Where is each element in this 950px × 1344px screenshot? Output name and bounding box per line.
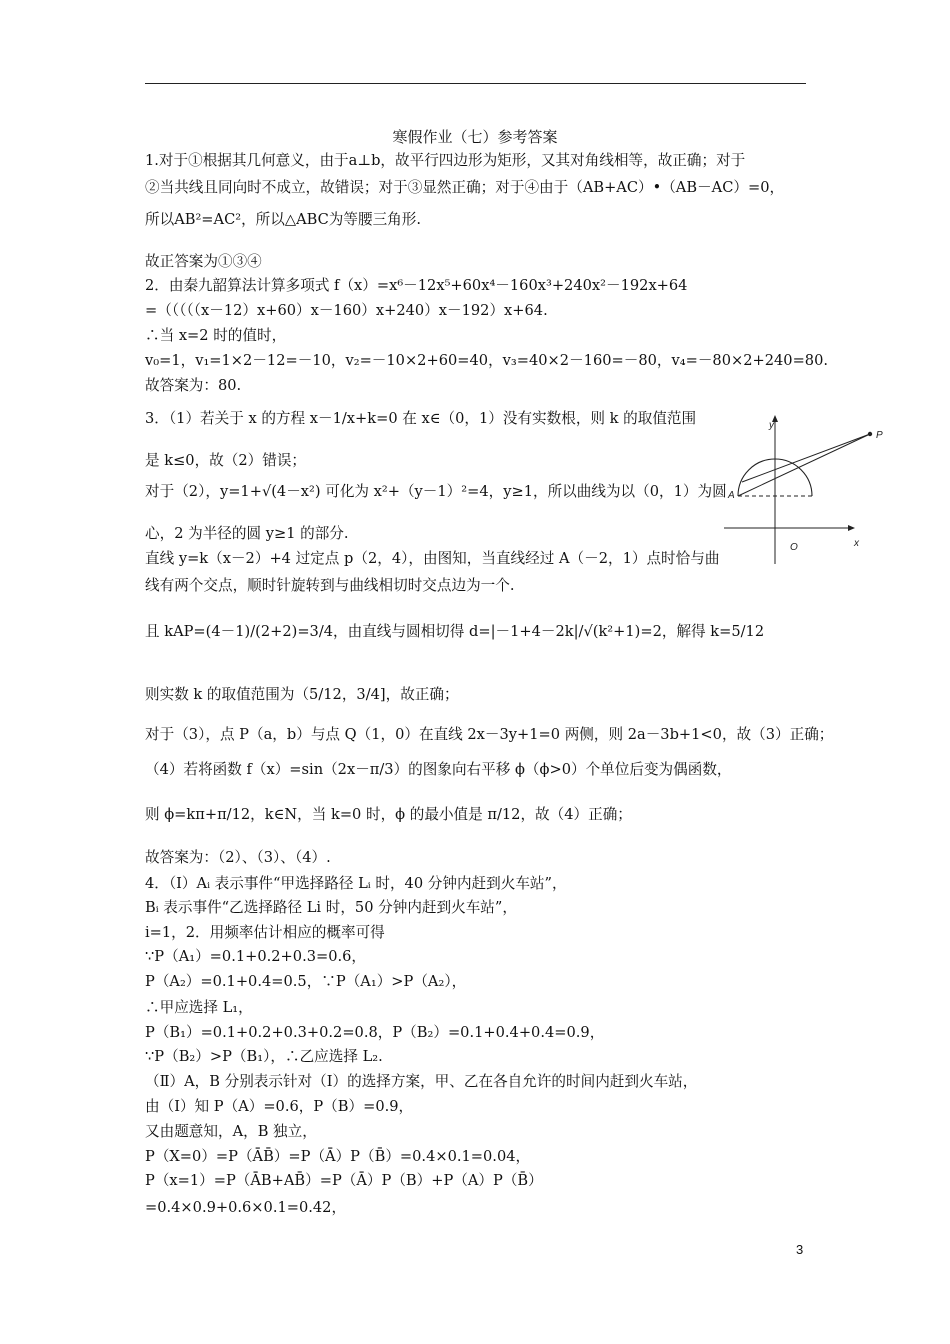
label-a: A [728, 490, 735, 501]
text-line: 则 ϕ=kπ+π/12，k∈N，当 k=0 时，ϕ 的最小值是 π/12，故（4）正确； [145, 806, 632, 823]
text-line: 是 k≤0，故（2）错误； [145, 452, 307, 469]
label-o: O [790, 542, 798, 553]
text-line: 直线 y=k（x－2）+4 过定点 p（2，4），由图知，当直线经过 A（－2，1）点时恰与曲 [145, 550, 720, 567]
point-p [868, 432, 872, 436]
text-line: 故答案为：（2）、（3）、（4）. [145, 849, 331, 866]
label-p: P [876, 430, 883, 441]
text-line: v₀=1，v₁=1×2－12=－10，v₂=－10×2+60=40，v₃=40×2－160=－80，v₄=－80×2+240=80. [145, 352, 829, 369]
text-line: 所以AB²=AC²，所以△ABC为等腰三角形. [145, 211, 421, 228]
text-line: 3．（1）若关于 x 的方程 x－1/x+k=0 在 x∈（0，1）没有实数根，则 k 的取值范围 [145, 410, 697, 427]
text-line: 对于（2），y=1+√(4－x²) 可化为 x²+（y－1）²=4，y≥1，所以曲线为以（0，1）为圆 [145, 483, 727, 500]
text-line: P（X=0）=P（ĀB̄）=P（Ā）P（B̄）=0.4×0.1=0.04， [145, 1148, 531, 1165]
page-number: 3 [796, 1242, 804, 1257]
text-line: P（A₂）=0.1+0.4=0.5，∵P（A₁）>P（A₂）， [145, 973, 467, 990]
text-line: P（x=1）=P（ĀB+AB̄）=P（Ā）P（B）+P（A）P（B̄） [145, 1172, 543, 1189]
text-line: 则实数 k 的取值范围为（5/12，3/4]，故正确； [145, 686, 459, 703]
text-line: 由（Ⅰ）知 P（A）=0.6，P（B）=0.9， [145, 1098, 414, 1115]
text-line: i=1，2．用频率估计相应的概率可得 [145, 924, 385, 941]
page-title: 寒假作业（七）参考答案 [392, 128, 558, 146]
text-line: 1.对于①根据其几何意义，由于a⊥b，故平行四边形为矩形，又其对角线相等，故正确；对于 [145, 152, 746, 169]
x-axis-arrow [848, 525, 855, 531]
text-line: ∴当 x=2 时的值时， [145, 327, 287, 344]
text-line: 又由题意知，A，B 独立， [145, 1123, 317, 1140]
geometry-figure [720, 412, 900, 568]
line-ap [738, 434, 870, 496]
text-line: 4．（Ⅰ）Aᵢ 表示事件“甲选择路径 Lᵢ 时，40 分钟内赶到火车站”， [145, 875, 567, 892]
text-line: ∵P（A₁）=0.1+0.2+0.3=0.6， [145, 948, 367, 965]
text-line: 2．由秦九韶算法计算多项式 f（x）=x⁶－12x⁵+60x⁴－160x³+240x²－192x+64 [145, 277, 688, 294]
text-line: （4）若将函数 f（x）=sin（2x－π/3）的图象向右平移 ϕ（ϕ>0）个单位后变为偶函数， [145, 761, 732, 778]
text-line: ②当共线且同向时不成立，故错误；对于③显然正确；对于④由于（AB+AC）•（AB－AC）=0， [145, 179, 785, 196]
text-line: =0.4×0.9+0.6×0.1=0.42， [145, 1199, 347, 1216]
text-line: （Ⅱ）A，B 分别表示针对（Ⅰ）的选择方案，甲、乙在各自允许的时间内赶到火车站， [145, 1073, 698, 1090]
text-line: ∴甲应选择 L₁， [145, 999, 253, 1016]
text-line: 故答案为：80. [145, 377, 242, 394]
text-line: 对于（3），点 P（a，b）与点 Q（1，0）在直线 2x－3y+1=0 两侧，则 2a－3b+1<0，故（3）正确； [145, 726, 834, 743]
header-rule [145, 83, 806, 84]
text-line: Bᵢ 表示事件“乙选择路径 Li 时，50 分钟内赶到火车站”， [145, 899, 517, 916]
label-x: x [854, 538, 859, 549]
text-line: 心，2 为半径的圆 y≥1 的部分. [145, 525, 349, 542]
text-line: 故正答案为①③④ [145, 253, 262, 270]
text-line: =（（（（（x－12）x+60）x－160）x+240）x－192）x+64. [145, 302, 548, 319]
text-line: 线有两个交点，顺时针旋转到与曲线相切时交点边为一个. [145, 577, 515, 594]
text-line: 且 kAP=(4－1)/(2+2)=3/4，由直线与圆相切得 d=|－1+4－2k|/√(k²+1)=2，解得 k=5/12 [145, 623, 765, 640]
label-y: y [769, 420, 774, 431]
text-line: ∵P（B₂）>P（B₁），∴乙应选择 L₂. [145, 1048, 383, 1065]
text-line: P（B₁）=0.1+0.2+0.3+0.2=0.8，P（B₂）=0.1+0.4+0.4=0.9， [145, 1024, 605, 1041]
